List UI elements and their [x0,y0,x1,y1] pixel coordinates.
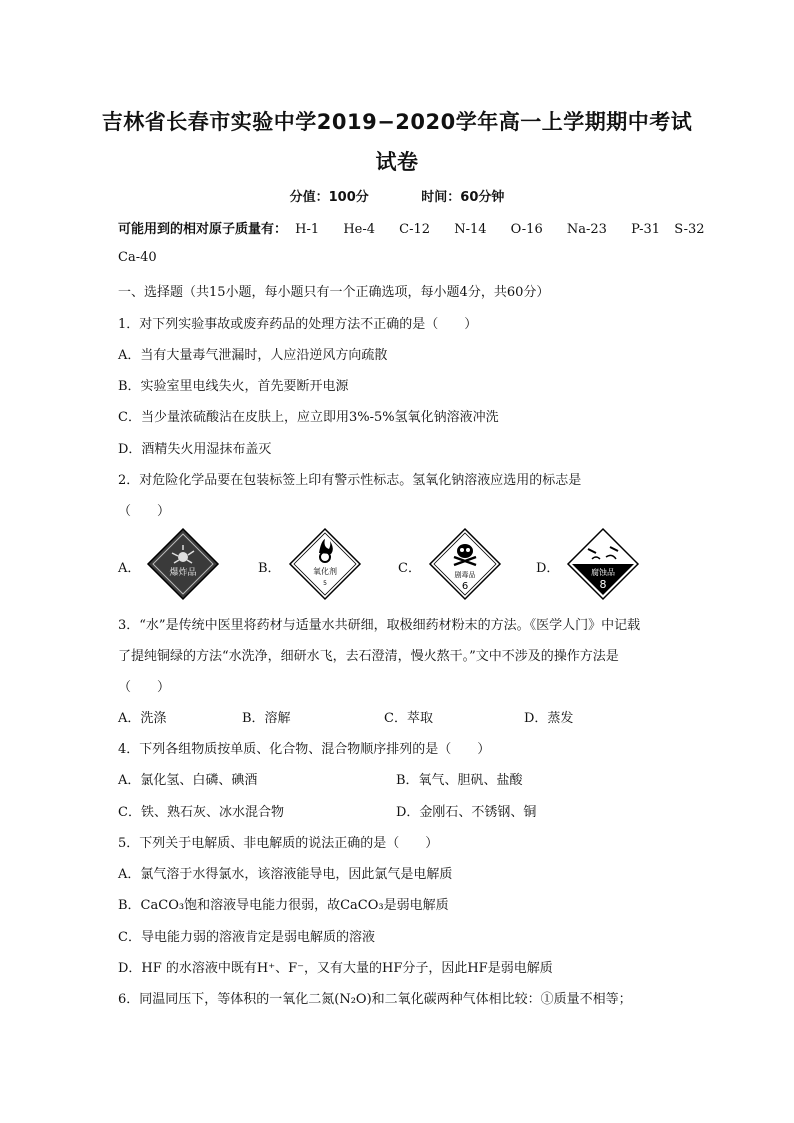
hazard-signs [118,527,678,603]
q3-option-d: D．蒸发 [524,711,574,726]
q5-option-d: D．HF 的水溶液中既有H⁺、F⁻，又有大量的HF分子，因此HF是弱电解质 [118,961,553,976]
q3-option-b: B．溶解 [242,711,291,726]
sign-c-number: 6 [461,581,469,592]
q2-stem: 2．对危险化学品要在包装标签上印有警示性标志。氢氧化钠溶液应选用的标志是 [118,473,582,488]
atomic-masses [118,218,725,237]
q4-option-d: D．金刚石、不锈钢、铜 [396,805,537,820]
oxidizer-sign-icon [288,527,362,601]
masses-label: 可能用到的相对原子质量有： [118,222,288,237]
mass-item: P-31 [631,222,661,237]
sign-b-number: 5 [323,580,327,587]
option-b-letter: B． [258,561,281,576]
q6-stem: 6．同温同压下，等体积的一氧化二氮(N₂O)和二氧化碳两种气体相比较：①质量不相等； [118,992,632,1007]
exam-title-cont: 试卷 [375,150,419,174]
q1-option-a: A．当有大量毒气泄漏时，人应沿逆风方向疏散 [118,348,388,363]
q5-option-b: B．CaCO₃饱和溶液导电能力很弱，故CaCO₃是弱电解质 [118,898,449,913]
time-info: 时间：60分钟 [421,190,505,205]
mass-item: C-12 [399,222,431,237]
sign-b-label: 氧化剂 [313,567,337,576]
mass-item: He-4 [343,222,376,237]
option-d-letter: D． [536,561,560,576]
option-a-letter: A． [118,561,141,576]
explosive-sign-icon [146,527,220,601]
q1-option-d: D．酒精失火用湿抹布盖灭 [118,442,272,457]
corrosive-sign-icon [566,527,640,601]
q4-option-b: B．氧气、胆矾、盐酸 [396,773,523,788]
sign-a-label: 爆炸品 [169,568,197,578]
sign-d-label: 腐蚀品 [591,568,615,577]
mass-item: S-32 [674,222,705,237]
q3-option-c: C．萃取 [384,711,433,726]
mass-item: Na-23 [566,222,607,237]
q3-paren: （ ） [118,680,171,695]
q5-option-c: C．导电能力弱的溶液肯定是弱电解质的溶液 [118,930,375,945]
sign-c-label: 剧毒品 [454,571,476,579]
q1-option-c: C．当少量浓硫酸沾在皮肤上，应立即用3%-5%氢氧化钠溶液冲洗 [118,410,499,425]
q4-stem: 4．下列各组物质按单质、化合物、混合物顺序排列的是（ ） [118,742,491,757]
mass-item: N-14 [454,222,487,237]
exam-title: 吉林省长春市实验中学2019−2020学年高一上学期期中考试 [101,110,693,134]
q3-stem-line1: 3．“水”是传统中医里将药材与适量水共研细，取极细药材粉末的方法。《医学人门》中记载 [118,618,641,633]
q3-stem-line2: 了提纯铜绿的方法“水洗净，细研水飞，去石澄清，慢火熬干。”文中不涉及的操作方法是 [118,649,619,664]
q4-option-a: A．氯化氢、白磷、碘酒 [118,773,258,788]
section-heading: 一、选择题（共15小题，每小题只有一个正确选项，每小题4分，共60分） [118,285,550,300]
q1-option-b: B．实验室里电线失火，首先要断开电源 [118,379,349,394]
q5-stem: 5．下列关于电解质、非电解质的说法正确的是（ ） [118,836,439,851]
mass-item-overflow: Ca-40 [118,250,157,265]
q2-paren: （ ） [118,504,171,519]
toxic-sign-icon [428,527,502,601]
mass-item: O-16 [510,222,543,237]
mass-item: H-1 [295,222,320,237]
q1-stem: 1．对下列实验事故或废弃药品的处理方法不正确的是（ ） [118,317,478,332]
exam-meta [0,186,794,205]
q3-option-a: A．洗涤 [118,711,167,726]
q4-option-c: C．铁、熟石灰、冰水混合物 [118,805,284,820]
q5-option-a: A．氯气溶于水得氯水，该溶液能导电，因此氯气是电解质 [118,867,453,882]
sign-d-number: 8 [599,578,607,591]
score-info: 分值：100分 [289,190,369,205]
option-c-letter: C． [398,561,421,576]
